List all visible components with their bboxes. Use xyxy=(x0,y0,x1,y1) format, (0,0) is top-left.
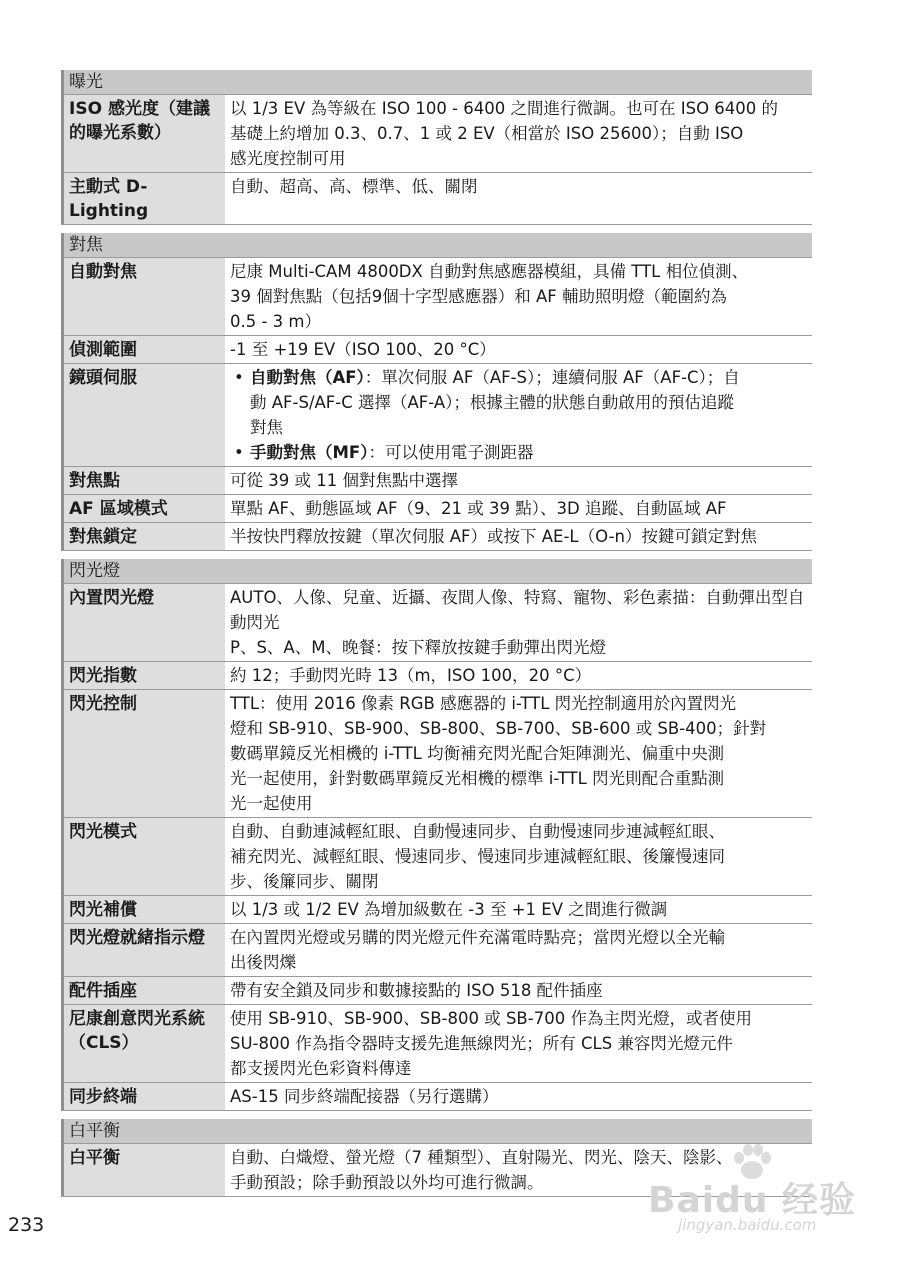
spec-row xyxy=(61,817,812,895)
spec-label: 自動對焦 xyxy=(61,258,225,335)
spec-value-line: 光一起使用 xyxy=(230,794,313,813)
spec-value-line: 半按快門釋放按鍵（單次伺服 AF）或按下 AE-L（O-n）按鍵可鎖定對焦 xyxy=(230,527,757,546)
spec-value xyxy=(225,1083,812,1110)
spec-value-line: 自動、超高、高、標準、低、關閉 xyxy=(230,177,478,196)
spec-row xyxy=(61,363,812,466)
spec-value-line: SU-800 作為指令器時支援先進無線閃光；所有 CLS 兼容閃光燈元件 xyxy=(230,1034,733,1053)
watermark-url: jingyan.baidu.com xyxy=(678,1216,817,1234)
bullet-line: 動 AF-S/AF-C 選擇（AF-A）；根據主體的狀態自動啟用的預估追蹤 xyxy=(250,393,734,412)
bullet-head: 自動對焦（AF） xyxy=(250,368,365,387)
spec-row xyxy=(61,335,812,363)
section-rows xyxy=(61,583,812,1111)
spec-value-line: P、S、A、M、晚餐：按下釋放按鍵手動彈出閃光燈 xyxy=(230,638,606,657)
spec-value-line: 光一起使用，針對數碼單鏡反光相機的標準 i-TTL 閃光則配合重點測 xyxy=(230,769,725,788)
spec-value xyxy=(225,1005,812,1082)
spec-value xyxy=(225,523,812,550)
spec-value-line: TTL：使用 2016 像素 RGB 感應器的 i-TTL 閃光控制適用於內置閃光 xyxy=(230,694,737,713)
spec-value xyxy=(225,258,812,335)
spec-value-line: 帶有安全鎖及同步和數據接點的 ISO 518 配件插座 xyxy=(230,981,603,1000)
spec-value-line: AS-15 同步終端配接器（另行選購） xyxy=(230,1087,499,1106)
section-header: 曝光 xyxy=(61,70,812,94)
bullet-head: 手動對焦（MF） xyxy=(250,443,369,462)
spec-row xyxy=(61,94,812,172)
spec-label: 閃光指數 xyxy=(61,662,225,689)
spec-label: 閃光燈就緒指示燈 xyxy=(61,924,225,976)
spec-value xyxy=(225,896,812,923)
spec-value-line: 使用 SB-910、SB-900、SB-800 或 SB-700 作為主閃光燈，或者使用 xyxy=(230,1009,752,1028)
section-rows xyxy=(61,257,812,551)
section-header: 白平衡 xyxy=(61,1119,812,1143)
spec-row xyxy=(61,522,812,551)
spec-label: 鏡頭伺服 xyxy=(61,364,225,466)
spec-value-line: 自動、自動連減輕紅眼、自動慢速同步、自動慢速同步連減輕紅眼、 xyxy=(230,822,725,841)
spec-value xyxy=(225,690,812,817)
spec-value-line: 基礎上約增加 0.3、0.7、1 或 2 EV（相當於 ISO 25600）；自動 ISO xyxy=(230,124,744,143)
spec-value-line: 0.5 - 3 m） xyxy=(230,312,321,331)
spec-row xyxy=(61,583,812,661)
spec-value-line: 都支援閃光色彩資料傳達 xyxy=(230,1059,412,1078)
spec-label: 對焦點 xyxy=(61,467,225,494)
spec-value xyxy=(225,584,812,661)
spec-label: 配件插座 xyxy=(61,977,225,1004)
spec-label: 白平衡 xyxy=(61,1144,225,1196)
spec-row xyxy=(61,976,812,1004)
spec-label: 閃光控制 xyxy=(61,690,225,817)
section-header: 閃光燈 xyxy=(61,559,812,583)
spec-value xyxy=(225,818,812,895)
spec-value-line: 補充閃光、減輕紅眼、慢速同步、慢速同步連減輕紅眼、後簾慢速同 xyxy=(230,847,725,866)
spec-label: 尼康創意閃光系統（CLS） xyxy=(61,1005,225,1082)
spec-row xyxy=(61,257,812,335)
spec-label: AF 區域模式 xyxy=(61,495,225,522)
bullet-item xyxy=(230,365,812,440)
spec-label: 對焦鎖定 xyxy=(61,523,225,550)
spec-value xyxy=(225,364,812,466)
page-number: 233 xyxy=(8,1214,45,1236)
spec-value-line: 39 個對焦點（包括9個十字型感應器）和 AF 輔助照明燈（範圍約為 xyxy=(230,287,728,306)
spec-value-line: 自動、白熾燈、螢光燈（7 種類型）、直射陽光、閃光、陰天、陰影、 xyxy=(230,1148,733,1167)
spec-table xyxy=(61,70,812,1197)
spec-value-line: 可從 39 或 11 個對焦點中選擇 xyxy=(230,471,458,490)
spec-value xyxy=(225,977,812,1004)
spec-value-line: -1 至 +19 EV（ISO 100、20 °C） xyxy=(230,340,496,359)
spec-label: 閃光模式 xyxy=(61,818,225,895)
spec-value-line: 感光度控制可用 xyxy=(230,149,346,168)
spec-value xyxy=(225,95,812,172)
spec-value-line: 手動預設；除手動預設以外均可進行微調。 xyxy=(230,1173,544,1192)
bullet-line: ：可以使用電子測距器 xyxy=(368,443,534,462)
spec-row xyxy=(61,661,812,689)
spec-value xyxy=(225,662,812,689)
bullet-list xyxy=(230,365,812,465)
spec-value-line: 出後閃爍 xyxy=(230,953,296,972)
spec-label: 偵測範圍 xyxy=(61,336,225,363)
spec-label: ISO 感光度（建議的曝光系數） xyxy=(61,95,225,172)
watermark xyxy=(640,1140,880,1240)
spec-row xyxy=(61,466,812,494)
bullet-line: 對焦 xyxy=(250,418,283,437)
spec-row xyxy=(61,895,812,923)
spec-value-line: 單點 AF、動態區域 AF（9、21 或 39 點）、3D 追蹤、自動區域 AF xyxy=(230,499,727,518)
spec-value-line: 數碼單鏡反光相機的 i-TTL 均衡補充閃光配合矩陣測光、偏重中央測 xyxy=(230,744,725,763)
section-rows xyxy=(61,94,812,225)
spec-value xyxy=(225,336,812,363)
spec-label: 同步終端 xyxy=(61,1083,225,1110)
spec-row xyxy=(61,689,812,817)
bullet-item xyxy=(230,440,812,465)
section-header: 對焦 xyxy=(61,233,812,257)
spec-value-line: 步、後簾同步、關閉 xyxy=(230,872,379,891)
spec-label: 閃光補償 xyxy=(61,896,225,923)
spec-row xyxy=(61,494,812,522)
spec-label: 主動式 D-Lighting xyxy=(61,173,225,224)
spec-value xyxy=(225,924,812,976)
spec-row xyxy=(61,923,812,976)
spec-value-line: 在內置閃光燈或另購的閃光燈元件充滿電時點亮；當閃光燈以全光輸 xyxy=(230,928,725,947)
spec-value-line: AUTO、人像、兒童、近攝、夜間人像、特寫、寵物、彩色素描：自動彈出型自動閃光 xyxy=(230,588,805,632)
watermark-logo: Baidu 经验 xyxy=(648,1180,857,1221)
spec-value xyxy=(225,495,812,522)
spec-value-line: 約 12；手動閃光時 13（m，ISO 100，20 °C） xyxy=(230,666,592,685)
spec-row xyxy=(61,1004,812,1082)
spec-value xyxy=(225,467,812,494)
spec-label: 內置閃光燈 xyxy=(61,584,225,661)
spec-value-line: 以 1/3 或 1/2 EV 為增加級數在 -3 至 +1 EV 之間進行微調 xyxy=(230,900,668,919)
spec-value-line: 以 1/3 EV 為等級在 ISO 100 - 6400 之間進行微調。也可在 ISO 6400 的 xyxy=(230,99,779,118)
spec-row xyxy=(61,1082,812,1111)
spec-value-line: 尼康 Multi-CAM 4800DX 自動對焦感應器模組，具備 TTL 相位偵測、 xyxy=(230,262,749,281)
spec-value xyxy=(225,173,812,224)
bullet-line: ：單次伺服 AF（AF-S）；連續伺服 AF（AF-C）；自 xyxy=(364,368,740,387)
spec-value-line: 燈和 SB-910、SB-900、SB-800、SB-700、SB-600 或 SB-400；針對 xyxy=(230,719,767,738)
spec-row xyxy=(61,172,812,225)
